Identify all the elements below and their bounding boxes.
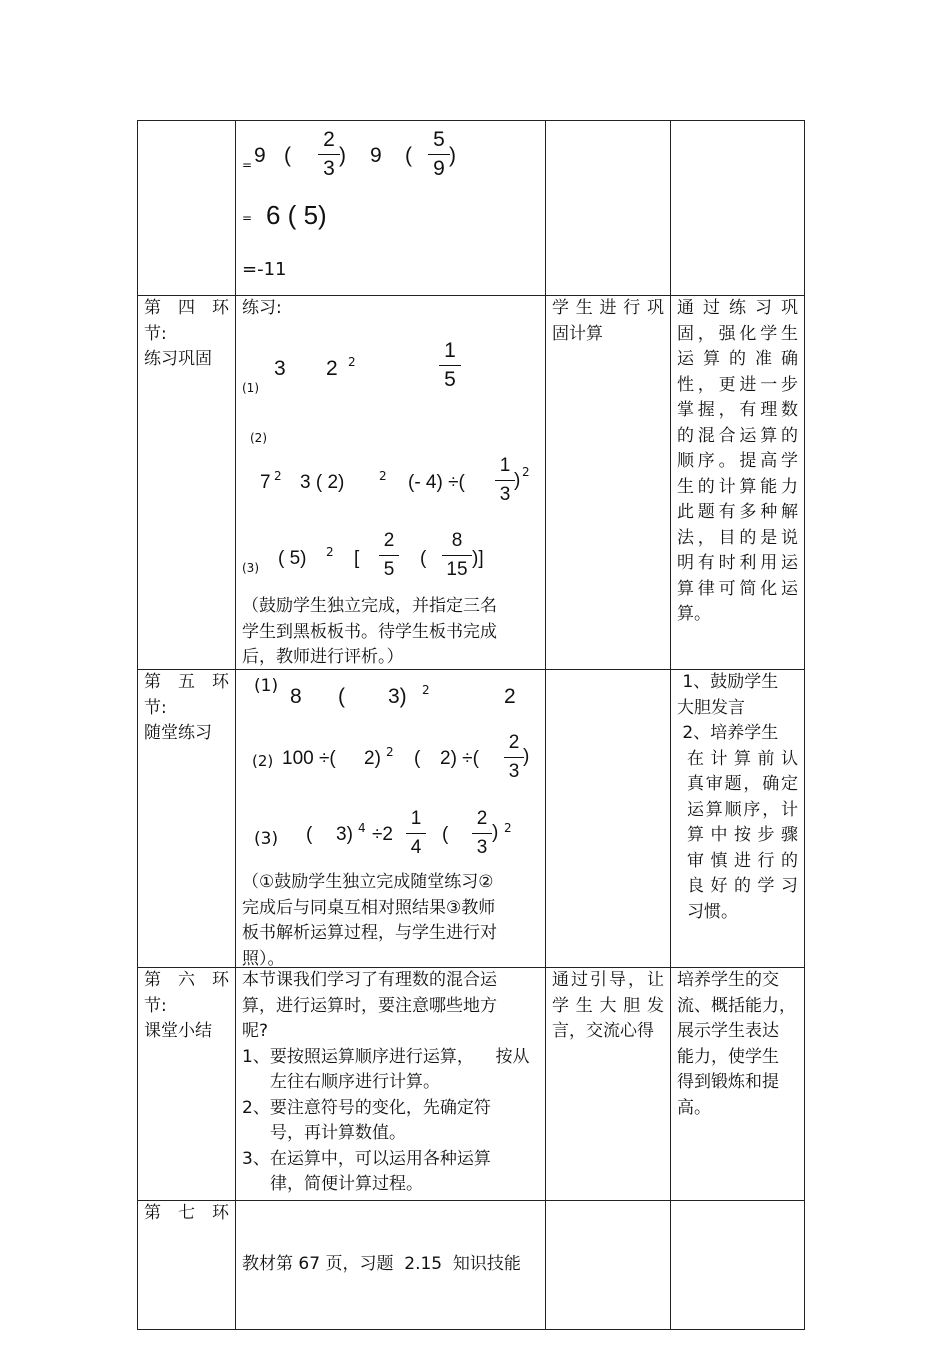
intent-line: 高。 (677, 1097, 711, 1118)
math-term: ( (306, 824, 313, 845)
section-heading: 练习: (242, 298, 282, 318)
numerator: 2 (508, 732, 520, 753)
intent-cell (671, 968, 805, 1201)
fraction (495, 454, 515, 507)
math-term: ( (442, 824, 449, 845)
exponent: 2 (274, 469, 282, 483)
student-text: 言，交流心得 (552, 1021, 654, 1041)
intent-cell (671, 1201, 805, 1330)
summary-item (242, 1096, 539, 1122)
intent-line: 生的计算能力 (677, 476, 798, 497)
intent-cell (671, 670, 805, 968)
numerator: 1 (499, 455, 511, 476)
math-line: 6 ( 5) (266, 200, 327, 230)
denominator: 5 (444, 368, 456, 391)
exercise-label: (1) (242, 381, 259, 395)
intent-line: 1、鼓励学生 (677, 672, 779, 692)
intent-line: 培养学生的交 (677, 970, 779, 990)
stage-label: 节: (144, 323, 167, 344)
teacher-note (242, 870, 497, 972)
math-term: ) (492, 822, 499, 843)
student-text: 通过引导，让 (552, 970, 664, 990)
table-row (138, 1201, 805, 1330)
fraction (472, 807, 492, 860)
math-term: ) (449, 144, 456, 167)
stage-cell (138, 968, 236, 1201)
denominator: 3 (499, 484, 511, 505)
stage-label: 第 五 环 (144, 672, 229, 692)
math-term: ( (420, 548, 427, 569)
math-term: 7 (260, 472, 271, 493)
student-cell (546, 670, 671, 968)
stage-label: 第 六 环 (144, 970, 229, 990)
intent-line: 通过练习巩 (677, 298, 798, 318)
intent-line: 此题有多种解 (677, 502, 798, 522)
note-line: 学生到黑板板书。待学生板书完成 (242, 621, 497, 642)
math-term: ( (405, 144, 412, 167)
student-text: 固计算 (552, 323, 603, 344)
intent-line: 良好的学习 (687, 876, 798, 896)
result-line: =-11 (242, 259, 287, 280)
note-line: 板书解析运算过程，与学生进行对 (242, 923, 497, 943)
item-text: 要注意符号的变化，先确定符 (269, 1097, 491, 1118)
student-text: 学生大胆发 (552, 995, 664, 1016)
intent-line: 审慎进行的 (687, 850, 798, 871)
item-text: 在运算中，可以运用各种运算 (269, 1148, 491, 1169)
intent-line: 能力，使学生 (677, 1046, 779, 1067)
item-text: 左往右顺序进行计算。 (270, 1072, 440, 1092)
intent-line: 习惯。 (687, 901, 738, 922)
math-term: 2) ÷( (440, 748, 479, 769)
note-line: （①鼓励学生独立完成随堂练习② (242, 872, 494, 892)
note-line: 后，教师进行评析。） (242, 647, 404, 667)
math-term: ÷2 (372, 824, 393, 845)
item-text: 律，简便计算过程。 (270, 1174, 423, 1194)
math-term: 2 (326, 357, 338, 380)
math-term: (- 4) ÷( (408, 472, 465, 493)
math-term: ( (284, 144, 291, 167)
fraction (439, 339, 461, 392)
table-row (138, 121, 805, 296)
intent-cell (671, 296, 805, 670)
denominator: 3 (508, 761, 520, 782)
item-text: 号，再计算数值。 (270, 1123, 406, 1143)
intent-line: 性，更进一步 (677, 374, 798, 395)
student-cell (546, 1201, 671, 1330)
denominator: 5 (383, 559, 395, 580)
stage-cell (138, 670, 236, 968)
math-term: 3) (388, 685, 407, 708)
intent-cell (671, 121, 805, 296)
equals-sign: = (242, 211, 253, 225)
math-term: 2 (504, 685, 516, 708)
math-term: ) (339, 144, 346, 167)
intent-line: 得到锻炼和提 (677, 1072, 779, 1092)
math-term: 3 ( 2) (300, 472, 345, 493)
exponent: 2 (348, 355, 356, 369)
numerator: 2 (323, 128, 335, 151)
fraction (428, 128, 450, 181)
summary-line: 算，进行运算时，要注意哪些地方 (242, 995, 497, 1016)
content-cell (236, 968, 546, 1201)
math-term: 100 ÷( (282, 748, 336, 769)
student-text: 学生进行巩 (552, 298, 664, 318)
math-term: ) (523, 746, 530, 767)
math-term: [ (354, 548, 360, 569)
exercise-label: (3) (254, 829, 279, 849)
intent-line: 的混合运算的 (677, 425, 798, 446)
exercise-label: (3) (242, 561, 259, 575)
content-cell (236, 296, 546, 670)
stage-cell (138, 121, 236, 296)
exercise-label: (2) (252, 752, 274, 770)
student-cell (546, 296, 671, 670)
content-cell (236, 1201, 546, 1330)
table-row (138, 296, 805, 670)
table-row (138, 968, 805, 1201)
item-number: 2、 (242, 1097, 270, 1118)
stage-title: 随堂练习 (144, 723, 212, 743)
denominator: 9 (433, 157, 445, 180)
fraction (504, 731, 524, 784)
table-row (138, 670, 805, 968)
math-term: )] (472, 548, 484, 569)
mixed-fraction (406, 807, 426, 860)
stage-cell (138, 1201, 236, 1330)
stage-label: 节: (144, 697, 167, 718)
numerator: 1 (444, 339, 456, 362)
summary-line: 呢? (242, 1021, 269, 1041)
math-term: 3) (336, 824, 353, 845)
denominator: 15 (446, 559, 468, 580)
fraction (379, 529, 399, 582)
math-term: 2) (364, 748, 381, 769)
summary-item (242, 1147, 539, 1173)
math-term: 8 (290, 685, 302, 708)
item-text: 要按照运算顺序进行运算， 按从 (269, 1046, 530, 1067)
intent-line: 运算的准确 (677, 349, 798, 369)
intent-line: 运算顺序，计 (687, 799, 798, 820)
exponent: 2 (522, 465, 530, 479)
intent-line: 大胆发言 (677, 697, 745, 718)
intent-line: 算中按步骤 (687, 825, 798, 845)
exercise-label: (2) (250, 431, 267, 445)
denominator: 4 (410, 837, 422, 858)
homework-line: 教材第 67 页，习题 2.15 知识技能 (242, 1254, 521, 1274)
fraction (442, 529, 472, 582)
stage-title: 练习巩固 (144, 349, 212, 369)
note-line: （鼓励学生独立完成，并指定三名 (242, 596, 497, 616)
intent-line: 算。 (677, 604, 711, 624)
numerator: 5 (433, 128, 445, 151)
math-term: ) (514, 470, 521, 491)
student-cell (546, 121, 671, 296)
item-number: 3、 (242, 1148, 270, 1169)
exponent: 2 (504, 821, 512, 835)
numerator: 2 (383, 530, 395, 551)
item-number: 1、 (242, 1046, 270, 1067)
summary-item (242, 1045, 539, 1071)
numerator: 2 (476, 808, 488, 829)
stage-label: 第 四 环 (144, 298, 229, 318)
lesson-plan-table (137, 120, 805, 1330)
intent-line: 掌握，有理数 (677, 400, 798, 420)
math-term: ( (338, 685, 345, 708)
note-line: 完成后与同桌互相对照结果③教师 (242, 897, 496, 918)
math-term: ( (414, 748, 421, 769)
summary-line: 本节课我们学习了有理数的混合运 (242, 970, 497, 990)
teacher-note (242, 594, 497, 671)
intent-line: 固，强化学生 (677, 323, 798, 344)
exponent: 4 (358, 821, 366, 835)
fraction (318, 128, 340, 181)
intent-line: 2、培养学生 (677, 723, 779, 743)
exponent: 2 (379, 469, 387, 483)
content-cell (236, 670, 546, 968)
numerator: 1 (410, 808, 422, 829)
stage-title: 课堂小结 (144, 1021, 212, 1041)
intent-line: 展示学生表达 (677, 1021, 779, 1041)
math-term: 9 (254, 144, 266, 167)
math-term: ( 5) (278, 548, 307, 569)
stage-cell (138, 296, 236, 670)
stage-label: 第 七 环 (144, 1203, 229, 1223)
intent-line: 法，目的是说 (677, 527, 798, 548)
intent-line: 算律可简化运 (677, 578, 798, 599)
denominator: 3 (476, 837, 488, 858)
denominator: 3 (323, 157, 335, 180)
math-term: 3 (274, 357, 286, 380)
note-line: 照）。 (242, 948, 285, 969)
exponent: 2 (326, 545, 334, 559)
student-cell (546, 968, 671, 1201)
equals-sign: = (242, 158, 253, 172)
intent-line: 流、概括能力， (677, 995, 796, 1016)
math-term: 9 (370, 144, 382, 167)
numerator: 8 (451, 530, 463, 551)
stage-label: 节: (144, 995, 167, 1016)
intent-line: 明有时利用运 (677, 553, 798, 573)
content-cell (236, 121, 546, 296)
intent-line: 在计算前认 (687, 748, 798, 769)
intent-line: 顺序。提高学 (677, 451, 798, 471)
exercise-label: (1) (254, 676, 279, 696)
exponent: 2 (422, 683, 430, 697)
intent-line: 真审题，确定 (687, 774, 798, 794)
exponent: 2 (386, 745, 394, 759)
